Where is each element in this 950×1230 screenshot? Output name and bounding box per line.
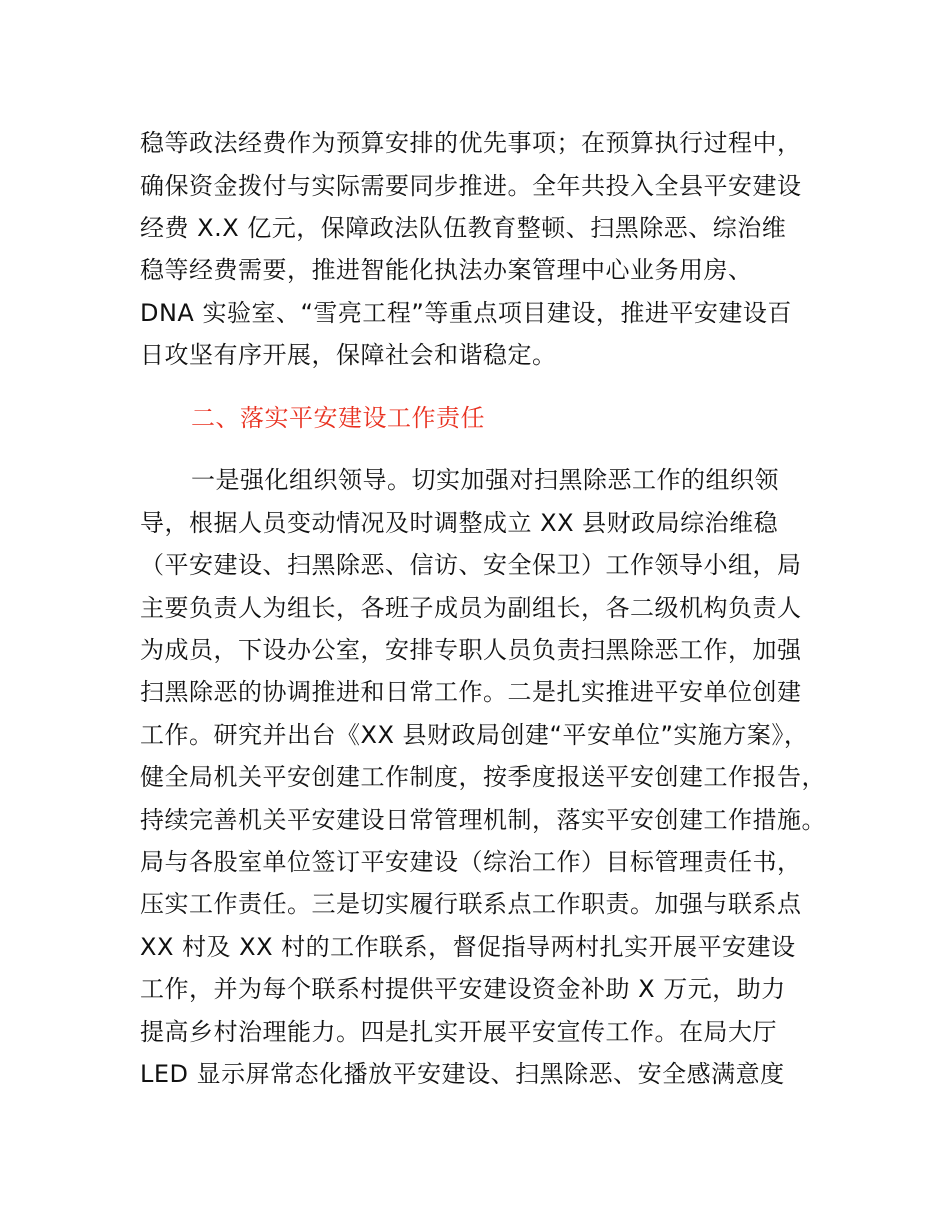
body-text-line: 健全局机关平安创建工作制度，按季度报送平安创建工作报告， [140, 763, 826, 791]
body-text-line: 持续完善机关平安建设日常管理机制，落实平安创建工作措施。 [140, 806, 826, 834]
body-text-line: 稳等经费需要，推进智能化执法办案管理中心业务用房、 [140, 256, 753, 284]
body-text-line: 导，根据人员变动情况及时调整成立 XX 县财政局综治维稳 [140, 509, 779, 537]
body-text-line: （平安建设、扫黑除恶、信访、安全保卫）工作领导小组，局 [140, 551, 802, 579]
body-text-line: LED 显示屏常态化播放平安建设、扫黑除恶、安全感满意度 [140, 1060, 785, 1088]
body-text-line: 工作。研究并出台《XX 县财政局创建“平安单位”实施方案》， [140, 721, 809, 749]
body-text-line: 为成员，下设办公室，安排专职人员负责扫黑除恶工作，加强 [140, 636, 802, 664]
body-text-line: 稳等政法经费作为预算安排的优先事项；在预算执行过程中， [140, 129, 802, 157]
body-text-line: 扫黑除恶的协调推进和日常工作。二是扎实推进平安单位创建 [140, 678, 802, 706]
section-heading: 二、落实平安建设工作责任 [191, 404, 485, 432]
body-text-line: 确保资金拨付与实际需要同步推进。全年共投入全县平安建设 [140, 172, 802, 200]
body-text-line: 一是强化组织领导。切实加强对扫黑除恶工作的组织领 [191, 466, 779, 494]
body-text-line: 主要负责人为组长，各班子成员为副组长，各二级机构负责人 [140, 594, 802, 622]
body-text-line: 日攻坚有序开展，保障社会和谐稳定。 [140, 341, 557, 369]
body-text-line: DNA 实验室、“雪亮工程”等重点项目建设，推进平安建设百 [140, 299, 792, 327]
body-text-line: XX 村及 XX 村的工作联系，督促指导两村扎实开展平安建设 [140, 933, 796, 961]
body-text-line: 压实工作责任。三是切实履行联系点工作职责。加强与联系点 [140, 890, 802, 918]
body-text-line: 经费 X.X 亿元，保障政法队伍教育整顿、扫黑除恶、综治维 [140, 214, 787, 242]
body-text-line: 局与各股室单位签订平安建设（综治工作）目标管理责任书， [140, 848, 802, 876]
body-text-line: 提高乡村治理能力。四是扎实开展平安宣传工作。在局大厅 [140, 1018, 777, 1046]
body-text-line: 工作，并为每个联系村提供平安建设资金补助 X 万元，助力 [140, 975, 786, 1003]
